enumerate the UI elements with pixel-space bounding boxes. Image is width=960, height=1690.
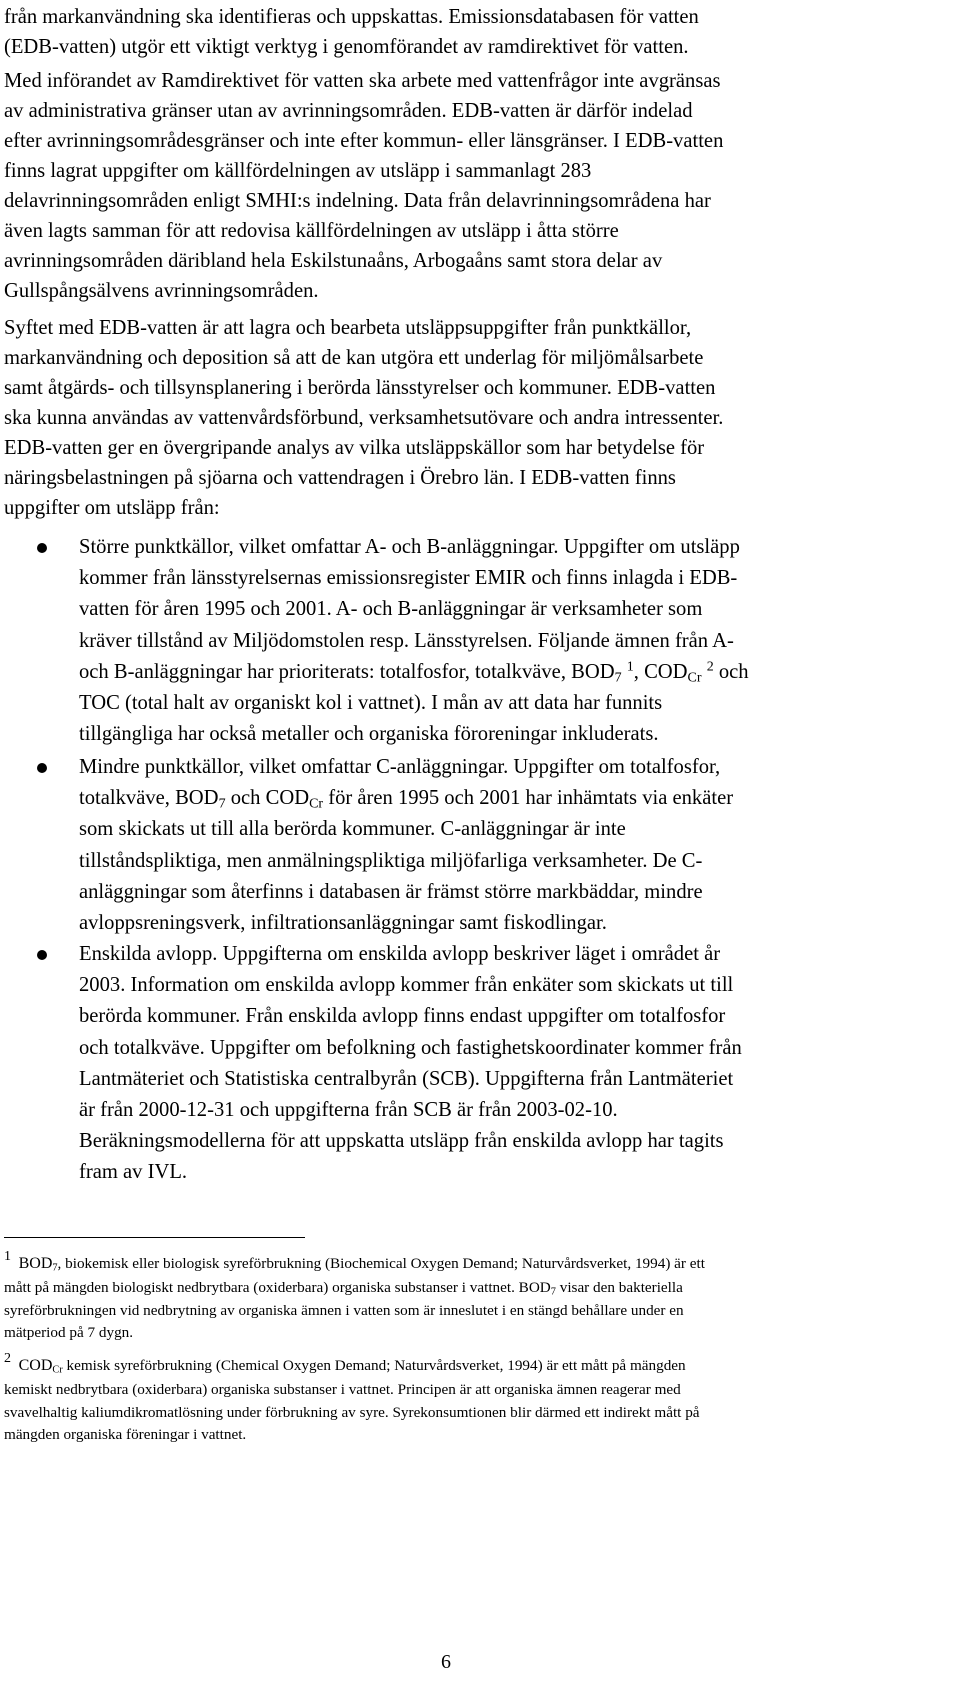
- text-line: Lantmäteriet och Statistiska centralbyrån (SCB). Uppgifterna från Lantmäteriet: [79, 1067, 734, 1090]
- text-segment: mått på mängden biologiskt nedbrytbara (oxiderbara) organiska substanser i vattnet. BOD: [4, 1278, 551, 1296]
- subscript: Cr: [309, 796, 324, 812]
- bullet-icon: [37, 543, 47, 553]
- text-line: även lagts samman för att redovisa källfördelningen av utsläpp i åtta större: [4, 220, 619, 242]
- paragraph-intro: [4, 2, 954, 62]
- text-segment: COD: [18, 1357, 53, 1374]
- bullet-icon: [37, 950, 47, 960]
- text-line: är från 2000-12-31 och uppgifterna från SCB är från 2003-02-10.: [79, 1099, 618, 1122]
- text-line: Med införandet av Ramdirektivet för vatten ska arbete med vattenfrågor inte avgränsas: [4, 70, 721, 92]
- text-line: kommer från länsstyrelsernas emissionsregister EMIR och finns inlagda i EDB-: [79, 567, 738, 590]
- text-line: Gullspångsälvens avrinningsområden.: [4, 280, 319, 302]
- text-line: berörda kommuner. Från enskilda avlopp finns endast uppgifter om totalfosfor: [79, 1005, 726, 1028]
- text-line: markanvändning och deposition så att de kan utgöra ett underlag för miljömålsarbete: [4, 347, 704, 369]
- text-segment: visar den bakteriella: [555, 1278, 683, 1296]
- text-line: EDB-vatten ger en övergripande analys av vilka utsläppskällor som har betydelse för: [4, 437, 705, 459]
- text-line: av administrativa gränser utan av avrinningsområden. EDB-vatten är därför indelad: [4, 100, 693, 122]
- text-line: Beräkningsmodellerna för att uppskatta utsläpp från enskilda avlopp har tagits: [79, 1130, 724, 1153]
- text-line: 2003. Information om enskilda avlopp kommer från enkäter som skickats ut till: [79, 974, 734, 997]
- text-segment: för åren 1995 och 2001 har inhämtats via enkäter: [323, 787, 734, 810]
- text-segment: och B-anläggningar har prioriterats: totalfosfor, totalkväve, BOD: [79, 660, 615, 683]
- text-segment: och COD: [225, 787, 310, 810]
- footnote-divider: [4, 1237, 305, 1238]
- text-segment: kemisk syreförbrukning (Chemical Oxygen Demand; Naturvårdsverket, 1994) är ett mått på mängden: [62, 1357, 686, 1374]
- subscript: 7: [614, 670, 622, 686]
- footnote-ref-1[interactable]: 1: [626, 659, 634, 675]
- text-line: [4, 1351, 954, 1379]
- text-line: efter avrinningsområdesgränser och inte efter kommun- eller länsgränser. I EDB-vatten: [4, 130, 724, 152]
- text-line: Syftet med EDB-vatten är att lagra och bearbeta utsläppsuppgifter från punktkällor,: [4, 317, 692, 339]
- text-segment: BOD: [18, 1255, 53, 1272]
- subscript: 7: [52, 1262, 58, 1274]
- text-line: avloppsreningsverk, infiltrationsanläggningar samt fiskodlingar.: [79, 912, 607, 935]
- text-line: [79, 657, 949, 688]
- text-line: samt åtgärds- och tillsynsplanering i berörda länsstyrelser och kommuner. EDB-vatten: [4, 377, 716, 399]
- footnote-marker: 2: [4, 1351, 11, 1366]
- subscript: Cr: [52, 1364, 63, 1376]
- text-line: Enskilda avlopp. Uppgifterna om enskilda avlopp beskriver läget i området år: [79, 943, 721, 965]
- text-line: [79, 783, 949, 814]
- text-line: Mindre punktkällor, vilket omfattar C-anläggningar. Uppgifter om totalfosfor,: [79, 756, 721, 778]
- text-line: näringsbelastningen på sjöarna och vattendragen i Örebro län. I EDB-vatten finns: [4, 467, 676, 489]
- text-line: TOC (total halt av organiskt kol i vattnet). I mån av att data har funnits: [79, 692, 663, 715]
- text-line: som skickats ut till alla berörda kommuner. C-anläggningar är inte: [79, 818, 626, 841]
- bullet-text: [79, 939, 949, 1189]
- text-line: ska kunna användas av vattenvårdsförbund, verksamhetsutövare och andra intressenter.: [4, 407, 724, 429]
- footnote-1: [4, 1249, 954, 1345]
- paragraph-ramdirektivet: [4, 66, 954, 306]
- footnote-marker: 1: [4, 1249, 11, 1264]
- bullet-text: [79, 532, 949, 750]
- text-line: delavrinningsområden enligt SMHI:s indelning. Data från delavrinningsområdena har: [4, 190, 711, 212]
- text-line: mängden organiska föreningar i vattnet.: [4, 1426, 247, 1444]
- text-line: finns lagrat uppgifter om källfördelningen av utsläpp i sammanlagt 283: [4, 160, 592, 182]
- text-segment: , COD: [633, 660, 688, 683]
- text-line: [4, 1249, 954, 1277]
- text-line: anläggningar som återfinns i databasen är främst större markbäddar, mindre: [79, 880, 703, 903]
- subscript: Cr: [687, 670, 702, 686]
- text-segment: , biokemisk eller biologisk syreförbrukning (Biochemical Oxygen Demand; Naturvårdsverket, 1994) är ett: [57, 1255, 705, 1272]
- text-segment: och: [713, 660, 749, 683]
- text-line: [4, 1277, 954, 1300]
- footnote-2: [4, 1351, 954, 1447]
- text-line: fram av IVL.: [79, 1161, 188, 1184]
- text-segment: totalkväve, BOD: [79, 787, 219, 810]
- text-line: mätperiod på 7 dygn.: [4, 1324, 134, 1342]
- text-line: syreförbrukningen vid nedbrytning av organiska ämnen i vatten som är inneslutet i en stängd behållare under en: [4, 1301, 684, 1319]
- subscript: 7: [218, 796, 226, 812]
- text-line: uppgifter om utsläpp från:: [4, 497, 220, 519]
- text-line: avrinningsområden däribland hela Eskilstunaåns, Arbogaåns samt stora delar av: [4, 250, 663, 272]
- footnote-ref-2[interactable]: 2: [706, 659, 714, 675]
- bullet-icon: [37, 763, 47, 773]
- text-line: kräver tillstånd av Miljödomstolen resp. Länsstyrelsen. Följande ämnen från A-: [79, 629, 734, 652]
- text-line: tillståndspliktiga, men anmälningspliktiga miljöfarliga verksamheter. De C-: [79, 849, 703, 872]
- text-line: svavelhaltig kaliumdikromatlösning under förbrukning av syre. Syrekonsumtionen blir därmed ett indirekt mått på: [4, 1403, 700, 1421]
- bullet-text: [79, 752, 949, 939]
- text-line: vatten för åren 1995 och 2001. A- och B-anläggningar är verksamheter som: [79, 598, 703, 621]
- text-line: kemiskt nedbrytbara (oxiderbara) organiska substanser i vattnet. Principen är att organiska ämnen reagerar med: [4, 1380, 681, 1398]
- page-number: 6: [441, 1651, 451, 1673]
- text-line: (EDB-vatten) utgör ett viktigt verktyg i genomförandet av ramdirektivet för vatten.: [4, 36, 689, 58]
- paragraph-syftet: [4, 313, 954, 523]
- text-line: tillgängliga har också metaller och organiska föroreningar inkluderats.: [79, 723, 659, 746]
- text-line: från markanvändning ska identifieras och uppskattas. Emissionsdatabasen för vatten: [4, 6, 699, 28]
- text-line: och totalkväve. Uppgifter om befolkning och fastighetskoordinater kommer från: [79, 1036, 742, 1059]
- subscript: 7: [550, 1286, 556, 1298]
- text-line: Större punktkällor, vilket omfattar A- och B-anläggningar. Uppgifter om utsläpp: [79, 536, 740, 558]
